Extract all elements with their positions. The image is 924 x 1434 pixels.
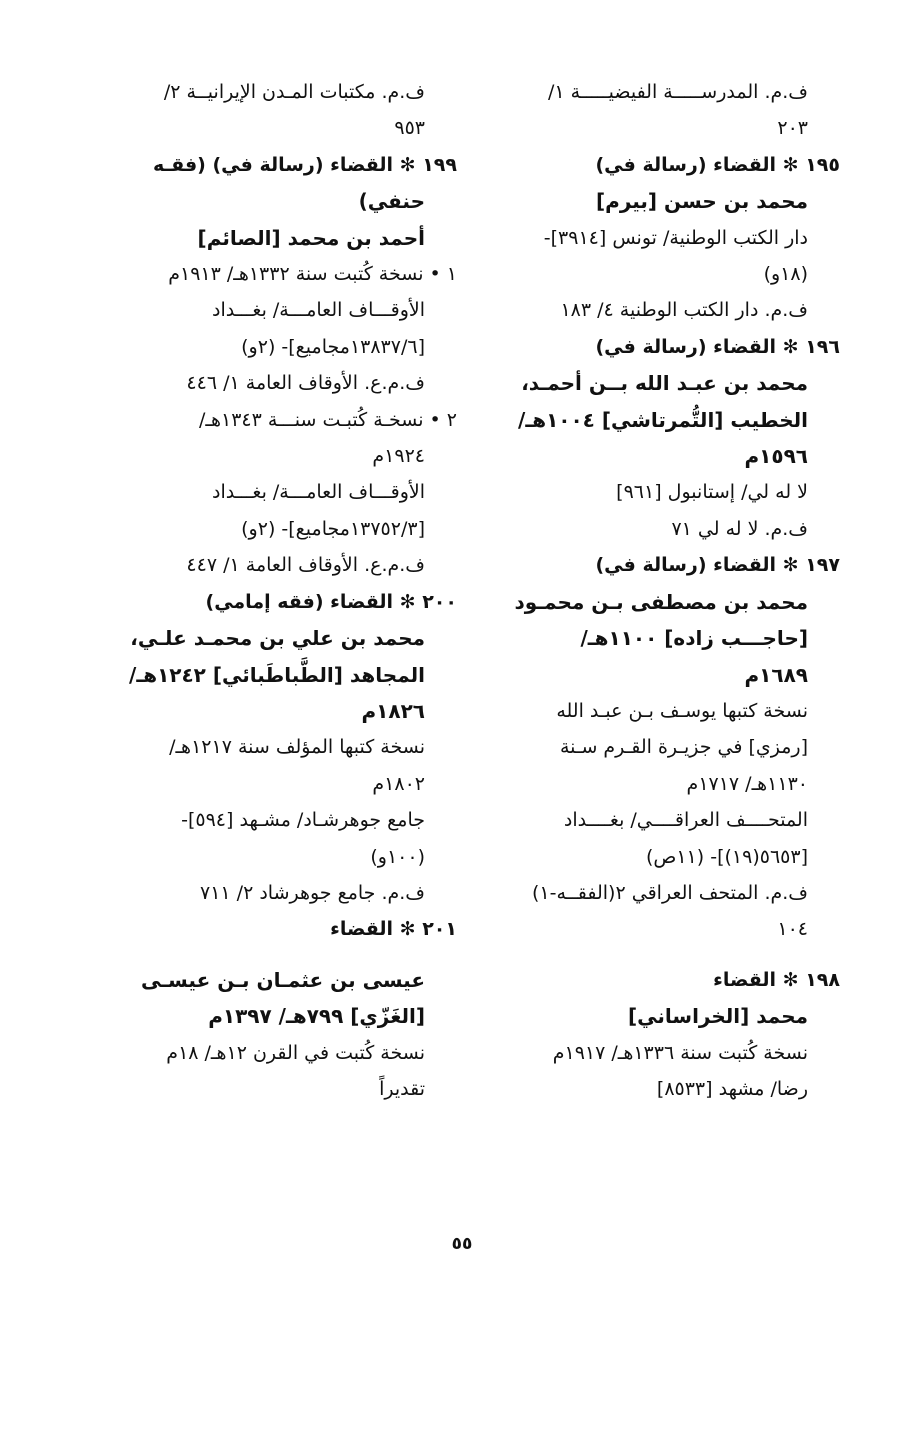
- detail-line: (١٨و): [763, 263, 808, 286]
- detail-line: ف.م. جامع جوهرشاد ٢/ ٧١١: [199, 881, 425, 904]
- detail-line: جامع جوهرشـاد/ مشـهد [٥٩٤]-: [181, 809, 425, 832]
- author-line: ١٦٨٩م: [744, 662, 808, 687]
- author-line: [الغَزّي] ٧٩٩هـ/ ١٣٩٧م: [208, 1004, 425, 1029]
- detail-line: [رمزي] في جزيـرة القـرم سـنة: [559, 736, 808, 759]
- entry-heading: ١٩٦ ✻ القضاء (رسالة في): [595, 335, 840, 358]
- left-column: [112, 74, 457, 1107]
- entry-heading: ١٩٥ ✻ القضاء (رسالة في): [595, 153, 840, 176]
- detail-line: (١٠٠و): [370, 845, 425, 868]
- copy-entry: ٢ • نسخـة كُتبـت سنـــة ١٣٤٣هـ/: [199, 408, 457, 431]
- author-line: ١٨٢٦م: [361, 698, 425, 723]
- author-line: الخطيب [التُّمرتاشي] ١٠٠٤هـ/: [518, 407, 808, 432]
- detail-line: ٩٥٣: [394, 117, 425, 140]
- detail-line: المتحــــف العراقــــي/ بغــــداد: [563, 809, 808, 832]
- entry-heading: ٢٠١ ✻ القضاء: [330, 918, 457, 941]
- page-number: ٥٥: [451, 1234, 473, 1254]
- detail-line: [١٣٨٣٧/٦مجاميع]- (٢و): [241, 335, 425, 358]
- detail-line: ف.م.ع. الأوقاف العامة ١/ ٤٤٦: [186, 372, 425, 395]
- detail-line: ١٠٤: [777, 918, 808, 941]
- author-line: محمد بن عبـد الله بــن أحمـد،: [521, 371, 808, 396]
- detail-line: ف.م. لا له لي ٧١: [671, 517, 808, 540]
- detail-line: رضا/ مشهد [٨٥٣٣]: [656, 1077, 808, 1100]
- copy-entry: ١ • نسخة كُتبت سنة ١٣٣٢هـ/ ١٩١٣م: [168, 263, 457, 286]
- author-line: [حاجـــب زاده] ١١٠٠هـ/: [580, 626, 808, 651]
- right-column: [500, 74, 840, 1107]
- entry-heading: ١٩٩ ✻ القضاء (رسالة في) (فقـه: [153, 153, 457, 176]
- entry-heading: ٢٠٠ ✻ القضاء (فقه إمامي): [205, 590, 457, 613]
- detail-line: نسخة كُتبت سنة ١٣٣٦هـ/ ١٩١٧م: [552, 1041, 808, 1064]
- spacer: [112, 948, 457, 962]
- author-line: المجاهد [الطَّباطَبائي] ١٢٤٢هـ/: [129, 662, 425, 687]
- author-line: أحمد بن محمد [الصائم]: [197, 225, 425, 250]
- detail-line: نسخة كتبها يوسـف بـن عبـد الله: [556, 699, 808, 722]
- author-line: محمد بن علي بن محمـد علـي،: [130, 626, 425, 651]
- detail-line: ١٨٠٢م: [372, 772, 425, 795]
- detail-line: نسخة كتبها المؤلف سنة ١٢١٧هـ/: [169, 736, 425, 759]
- author-line: حنفي): [358, 189, 425, 214]
- detail-line: ١١٣٠هـ/ ١٧١٧م: [686, 772, 808, 795]
- author-line: ١٥٩٦م: [744, 444, 808, 469]
- detail-line: دار الكتب الوطنية/ تونس [٣٩١٤]-: [543, 226, 808, 249]
- detail-line: الأوقـــاف العامـــة/ بغـــداد: [212, 299, 425, 322]
- detail-line: لا له لي/ إستانبول [٩٦١]: [616, 481, 808, 504]
- detail-line: ف.م. المتحف العراقي ٢(الفقــه-١): [531, 881, 808, 904]
- detail-line: ١٩٢٤م: [372, 445, 425, 468]
- detail-line: [١٣٧٥٢/٣مجاميع]- (٢و): [241, 517, 425, 540]
- author-line: محمد بن مصطفى بـن محمـود: [514, 589, 808, 614]
- entry-heading: ١٩٨ ✻ القضاء: [713, 968, 840, 991]
- detail-line: تقديراً: [379, 1077, 425, 1100]
- detail-line: ف.م. دار الكتب الوطنية ٤/ ١٨٣: [560, 299, 808, 322]
- author-line: عيسى بن عثمـان بـن عيسـى: [140, 967, 425, 992]
- detail-line: نسخة كُتبت في القرن ١٢هـ/ ١٨م: [166, 1041, 425, 1064]
- author-line: محمد بن حسن [بيرم]: [596, 189, 808, 214]
- detail-line: الأوقـــاف العامـــة/ بغـــداد: [212, 481, 425, 504]
- detail-line: ف.م.ع. الأوقاف العامة ١/ ٤٤٧: [186, 554, 425, 577]
- detail-line: ف.م. المدرســـــة الفيضيـــــة ١/: [547, 81, 808, 103]
- detail-line: ٢٠٣: [777, 117, 808, 140]
- entry-heading: ١٩٧ ✻ القضاء (رسالة في): [595, 554, 840, 577]
- detail-line: ف.م. مكتبات المـدن الإيرانيــة ٢/: [163, 81, 425, 103]
- detail-line: [٥٦٥٣(١٩)]- (١١ص): [645, 845, 808, 868]
- spacer: [500, 948, 840, 962]
- author-line: محمد [الخراساني]: [628, 1004, 808, 1029]
